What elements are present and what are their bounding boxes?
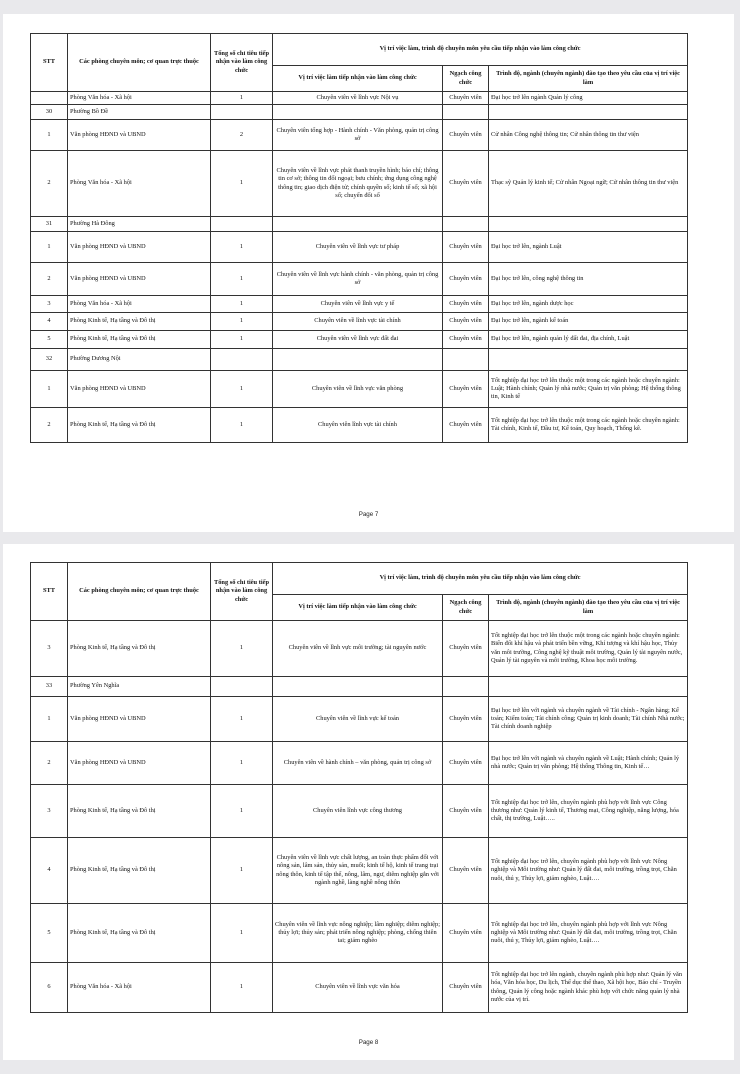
cell-rank: Chuyên viên [443, 785, 489, 838]
cell-total: 1 [211, 621, 273, 677]
cell-total: 1 [211, 697, 273, 742]
header-department: Các phòng chuyên môn; cơ quan trực thuộc [68, 563, 211, 621]
cell-total: 1 [211, 408, 273, 443]
cell-total: 1 [211, 263, 273, 296]
header-group: Vị trí việc làm, trình độ chuyên môn yêu cầu tiếp nhận vào làm công chức [273, 563, 688, 595]
table-body [31, 621, 688, 1013]
header-qualification: Trình độ, ngành (chuyên ngành) đào tạo theo yêu cầu của vị trí việc làm [489, 595, 688, 621]
cell-qualification: Đại học trở lên, công nghệ thông tin [489, 263, 688, 296]
cell-rank: Chuyên viên [443, 331, 489, 349]
header-rank: Ngạch công chức [443, 595, 489, 621]
cell-rank: Chuyên viên [443, 963, 489, 1013]
section-row [31, 217, 688, 232]
cell-rank: Chuyên viên [443, 120, 489, 151]
cell-rank: Chuyên viên [443, 904, 489, 963]
section-stt: 32 [31, 349, 68, 371]
cell-department: Phòng Kinh tế, Hạ tầng và Đô thị [68, 785, 211, 838]
header-stt: STT [31, 34, 68, 92]
header-total: Tổng số chỉ tiêu tiếp nhận vào làm công chức [211, 34, 273, 92]
cell-total: 1 [211, 92, 273, 105]
cell-total: 1 [211, 963, 273, 1013]
cell-rank: Chuyên viên [443, 92, 489, 105]
cell-rank: Chuyên viên [443, 697, 489, 742]
cell-department: Phòng Kinh tế, Hạ tầng và Đô thị [68, 621, 211, 677]
cell-position: Chuyên viên về lĩnh vực văn phòng [273, 371, 443, 408]
table-row [31, 742, 688, 785]
table-row [31, 151, 688, 217]
section-row [31, 105, 688, 120]
table-row [31, 232, 688, 263]
cell-stt: 2 [31, 742, 68, 785]
cell-total: 1 [211, 742, 273, 785]
cell-stt: 6 [31, 963, 68, 1013]
cell-qualification: Tốt nghiệp đại học trở lên, chuyên ngành phù hợp với lĩnh vực Công thương như: Quản lý kinh tế, Thương mại, Công nghiệp, năng lượng, hóa chất, thị trường, Luật….. [489, 785, 688, 838]
cell-department: Phòng Kinh tế, Hạ tầng và Đô thị [68, 408, 211, 443]
cell-rank: Chuyên viên [443, 408, 489, 443]
table-body [31, 92, 688, 443]
cell-rank: Chuyên viên [443, 742, 489, 785]
cell-department: Văn phòng HĐND và UBND [68, 120, 211, 151]
cell-stt: 2 [31, 263, 68, 296]
cell-position: Chuyên viên về lĩnh vực văn hóa [273, 963, 443, 1013]
cell-stt: 1 [31, 232, 68, 263]
page-number: Page 8 [358, 1039, 379, 1046]
cell-department: Phòng Kinh tế, Hạ tầng và Đô thị [68, 331, 211, 349]
cell-position: Chuyên viên lĩnh vực công thương [273, 785, 443, 838]
cell-position: Chuyên viên về lĩnh vực môi trường; tài nguyên nước [273, 621, 443, 677]
cell-total: 2 [211, 120, 273, 151]
cell-stt: 1 [31, 120, 68, 151]
cell-qualification: Tốt nghiệp đại học trở lên, chuyên ngành phù hợp với lĩnh vực Nông nghiệp và Môi trường như: Quản lý đất đai, môi trường, trồng trọt, Chăn nuôi, thú y, Thủy lợi, giảm nghèo, Luật…. [489, 904, 688, 963]
section-stt: 33 [31, 677, 68, 697]
cell-qualification: Đại học trở lên, ngành kế toán [489, 313, 688, 331]
header-total: Tổng số chỉ tiêu tiếp nhận vào làm công chức [211, 563, 273, 621]
cell-position: Chuyên viên về lĩnh vực chất lượng, an toàn thực phẩm đối với nông sản, lâm sản, thủy sản, muối; kinh tế hộ, kinh tế trang trại nông thôn, kinh tế tập thể, nông, lâm, ngư, diêm nghiệp gắn với ngành nghề, làng nghề nông thôn [273, 838, 443, 904]
cell-total: 1 [211, 151, 273, 217]
cell-department: Phòng Văn hóa - Xã hội [68, 92, 211, 105]
header-group: Vị trí việc làm, trình độ chuyên môn yêu cầu tiếp nhận vào làm công chức [273, 34, 688, 66]
cell-position: Chuyên viên về lĩnh vực kế toán [273, 697, 443, 742]
cell-position: Chuyên viên lĩnh vực tài chính [273, 408, 443, 443]
section-stt: 30 [31, 105, 68, 120]
section-row [31, 677, 688, 697]
cell-department: Phòng Kinh tế, Hạ tầng và Đô thị [68, 904, 211, 963]
cell-department: Phòng Văn hóa - Xã hội [68, 151, 211, 217]
cell-qualification: Đại học trở lên, ngành quản lý đất đai, địa chính, Luật [489, 331, 688, 349]
cell-qualification: Đại học trở lên, ngành Luật [489, 232, 688, 263]
cell-rank: Chuyên viên [443, 621, 489, 677]
table-row [31, 263, 688, 296]
cell-position: Chuyên viên tổng hợp - Hành chính - Văn phòng, quản trị công sở [273, 120, 443, 151]
cell-qualification: Tốt nghiệp đại học trở lên thuộc một trong các ngành hoặc chuyên ngành: Biến đổi khí hậu và phát triển bền vững, Khí tượng và khí hậu học, Thủy văn môi trường, Công nghệ kỹ thuật môi trường, Quản lý tài nguyên nước, Quản lý tài nguyên và môi trường, Khoa học môi trường. [489, 621, 688, 677]
cell-qualification: Tốt nghiệp đại học trở lên, chuyên ngành phù hợp với lĩnh vực Nông nghiệp và Môi trường như: Quản lý đất đai, môi trường, trồng trọt, Chăn nuôi, thú y, Thủy lợi, giảm nghèo, Luật…. [489, 838, 688, 904]
header-qualification: Trình độ, ngành (chuyên ngành) đào tạo theo yêu cầu của vị trí việc làm [489, 66, 688, 92]
cell-department: Văn phòng HĐND và UBND [68, 263, 211, 296]
cell-rank: Chuyên viên [443, 371, 489, 408]
cell-stt: 2 [31, 408, 68, 443]
cell-qualification: Đại học trở lên, ngành dược học [489, 296, 688, 313]
table-row [31, 785, 688, 838]
section-title: Phường Dương Nội [68, 349, 211, 371]
cell-stt [31, 92, 68, 105]
table-row [31, 371, 688, 408]
cell-total: 1 [211, 313, 273, 331]
table-row [31, 838, 688, 904]
cell-total: 1 [211, 296, 273, 313]
cell-stt: 4 [31, 313, 68, 331]
cell-stt: 1 [31, 371, 68, 408]
cell-department: Văn phòng HĐND và UBND [68, 742, 211, 785]
cell-qualification: Đại học trở lên ngành Quản lý công [489, 92, 688, 105]
cell-total: 1 [211, 838, 273, 904]
cell-department: Văn phòng HĐND và UBND [68, 371, 211, 408]
cell-rank: Chuyên viên [443, 151, 489, 217]
cell-total: 1 [211, 785, 273, 838]
table-row [31, 697, 688, 742]
cell-stt: 4 [31, 838, 68, 904]
cell-qualification: Đại học trở lên với ngành và chuyên ngành về Tài chính - Ngân hàng; Kế toán; Kiểm toán; Tài chính công; Quản trị kinh doanh; Tài chính Nhà nước; Tài chính doanh nghiệp [489, 697, 688, 742]
cell-position: Chuyên viên về lĩnh vực đất đai [273, 331, 443, 349]
cell-stt: 5 [31, 904, 68, 963]
cell-stt: 5 [31, 331, 68, 349]
cell-total: 1 [211, 331, 273, 349]
cell-department: Phòng Văn hóa - Xã hội [68, 963, 211, 1013]
cell-qualification: Tốt nghiệp đại học trở lên thuộc một trong các ngành hoặc chuyên ngành: Tài chính, Kinh tế, Đầu tư, Kế toán, Quy hoạch, Thống kê. [489, 408, 688, 443]
cell-department: Văn phòng HĐND và UBND [68, 232, 211, 263]
cell-position: Chuyên viên về lĩnh vực phát thanh truyền hình; báo chí; thông tin cơ sở; thông tin đối ngoại; bưu chính; ứng dụng công nghệ thông tin; giao dịch điện tử; chính quyền số; kinh tế số; xã hội số; chuyển đổi số [273, 151, 443, 217]
recruitment-table-page-8 [30, 562, 688, 1013]
header-rank: Ngạch công chức [443, 66, 489, 92]
table-row [31, 904, 688, 963]
table-row [31, 963, 688, 1013]
cell-position: Chuyên viên về lĩnh vực tư pháp [273, 232, 443, 263]
cell-total: 1 [211, 232, 273, 263]
cell-position: Chuyên viên về lĩnh vực tài chính [273, 313, 443, 331]
cell-rank: Chuyên viên [443, 838, 489, 904]
cell-department: Phòng Kinh tế, Hạ tầng và Đô thị [68, 313, 211, 331]
header-position: Vị trí việc làm tiếp nhận vào làm công chức [273, 66, 443, 92]
page-number: Page 7 [358, 511, 379, 518]
header-stt: STT [31, 563, 68, 621]
header-position: Vị trí việc làm tiếp nhận vào làm công chức [273, 595, 443, 621]
table-row [31, 313, 688, 331]
cell-rank: Chuyên viên [443, 263, 489, 296]
table-row [31, 296, 688, 313]
cell-qualification: Cử nhân Công nghệ thông tin; Cử nhân thông tin thư viện [489, 120, 688, 151]
header-department: Các phòng chuyên môn; cơ quan trực thuộc [68, 34, 211, 92]
section-stt: 31 [31, 217, 68, 232]
cell-stt: 3 [31, 785, 68, 838]
cell-stt: 1 [31, 697, 68, 742]
table-row [31, 120, 688, 151]
cell-position: Chuyên viên về hành chính – văn phòng, quản trị công sở [273, 742, 443, 785]
cell-position: Chuyên viên về lĩnh vực Nội vụ [273, 92, 443, 105]
section-title: Phường Bồ Đề [68, 105, 211, 120]
section-title: Phường Yên Nghĩa [68, 677, 211, 697]
cell-position: Chuyên viên về lĩnh vực nông nghiệp; lâm nghiệp; diêm nghiệp; thủy lợi; thủy sản; phát triển nông nghiệp; phòng, chống thiên tai; giảm nghèo [273, 904, 443, 963]
document-page-7 [3, 14, 734, 532]
recruitment-table-page-7 [30, 33, 688, 443]
section-title: Phường Hà Đông [68, 217, 211, 232]
cell-stt: 3 [31, 621, 68, 677]
cell-stt: 2 [31, 151, 68, 217]
cell-qualification: Đại học trở lên với ngành và chuyên ngành về Luật; Hành chính; Quản lý nhà nước; Quản trị văn phòng; Hệ thống Thông tin, Kinh tế… [489, 742, 688, 785]
cell-position: Chuyên viên về lĩnh vực y tế [273, 296, 443, 313]
cell-rank: Chuyên viên [443, 313, 489, 331]
cell-qualification: Tốt nghiệp đại học trở lên thuộc một trong các ngành hoặc chuyên ngành: Luật; Hành chính; Quản lý nhà nước; Quản trị văn phòng; Hệ thống thông tin, Kinh tế [489, 371, 688, 408]
section-row [31, 349, 688, 371]
cell-rank: Chuyên viên [443, 296, 489, 313]
cell-total: 1 [211, 371, 273, 408]
cell-qualification: Thạc sỹ Quản lý kinh tế; Cử nhân Ngoại ngữ; Cử nhân thông tin thư viện [489, 151, 688, 217]
document-page-8 [3, 544, 734, 1060]
cell-position: Chuyên viên về lĩnh vực hành chính - văn phòng, quản trị công sở [273, 263, 443, 296]
table-row [31, 408, 688, 443]
cell-department: Phòng Văn hóa - Xã hội [68, 296, 211, 313]
table-row [31, 92, 688, 105]
cell-rank: Chuyên viên [443, 232, 489, 263]
cell-department: Phòng Kinh tế, Hạ tầng và Đô thị [68, 838, 211, 904]
cell-stt: 3 [31, 296, 68, 313]
cell-total: 1 [211, 904, 273, 963]
cell-qualification: Tốt nghiệp đại học trở lên ngành, chuyên ngành phù hợp như: Quản lý văn hóa, Văn hóa học, Du lịch, Thể dục thể thao, Xã hội học, Báo chí - Truyền thông, Quản lý công hoặc ngành khác phù hợp với chức năng quản lý nhà nước của vị trí. [489, 963, 688, 1013]
table-row [31, 331, 688, 349]
cell-department: Văn phòng HĐND và UBND [68, 697, 211, 742]
table-row [31, 621, 688, 677]
